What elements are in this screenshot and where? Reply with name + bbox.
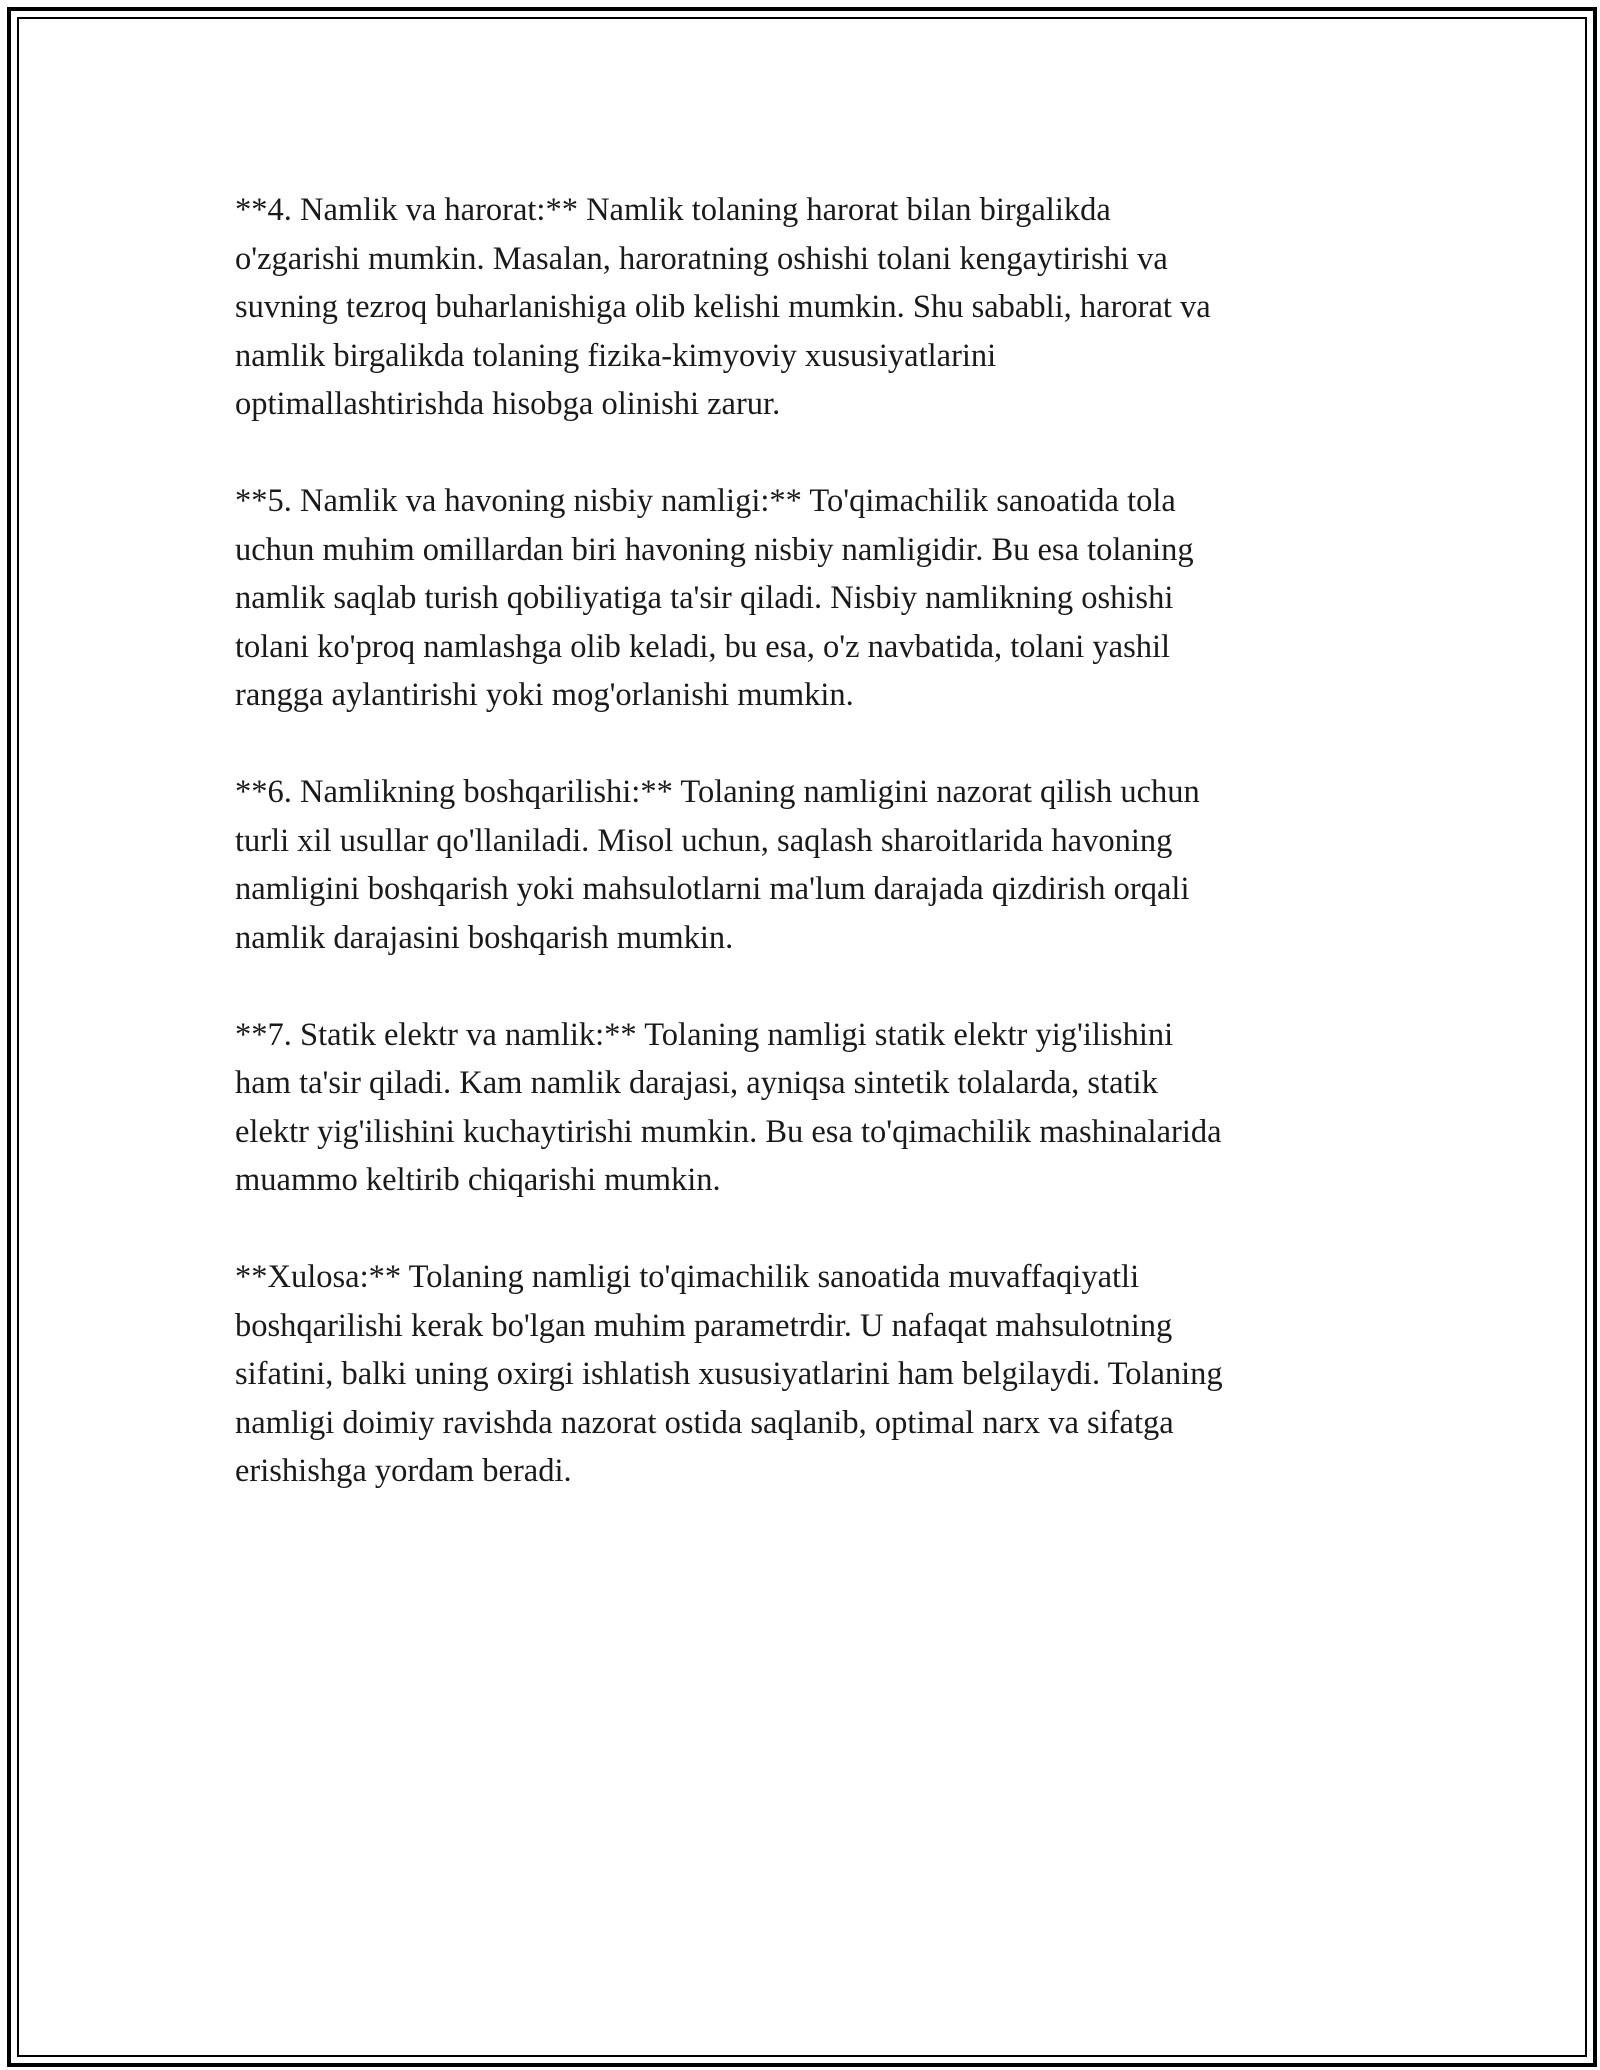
document-body (235, 186, 1365, 1544)
paragraph-conclusion: **Xulosa:** Tolaning namligi to'qimachilik sanoatida muvaffaqiyatli boshqarilishi kerak bo'lgan muhim parametrdir. U nafaqat mahsulotning sifatini, balki uning oxirgi ishlatish xususiyatlarini ham belgilaydi. Tolaning namligi doimiy ravishda nazorat ostida saqlanib, optimal narx va sifatga erishishga yordam beradi. (235, 1259, 1223, 1489)
paragraph-humidity-temperature: **4. Namlik va harorat:** Namlik tolaning harorat bilan birgalikda o'zgarishi mumkin. Masalan, haroratning oshishi tolani kengaytirishi va suvning tezroq buharlanishiga olib kelishi mumkin. Shu sababli, harorat va namlik birgalikda tolaning fizika-kimyoviy xususiyatlarini optimallashtirishda hisobga olinishi zarur. (235, 192, 1211, 422)
paragraph-static-electricity: **7. Statik elektr va namlik:** Tolaning namligi statik elektr yig'ilishini ham ta'sir qiladi. Kam namlik darajasi, ayniqsa sintetik tolalarda, statik elektr yig'ilishini kuchaytirishi mumkin. Bu esa to'qimachilik mashinalarida muammo keltirib chiqarishi mumkin. (235, 1016, 1222, 1198)
paragraph-humidity-control: **6. Namlikning boshqarilishi:** Tolaning namligini nazorat qilish uchun turli xil usullar qo'llaniladi. Misol uchun, saqlash sharoitlarida havoning namligini boshqarish yoki mahsulotlarni ma'lum darajada qizdirish orqali namlik darajasini boshqarish mumkin. (235, 774, 1200, 956)
paragraph-relative-humidity: **5. Namlik va havoning nisbiy namligi:** To'qimachilik sanoatida tola uchun muhim omillardan biri havoning nisbiy namligidir. Bu esa tolaning namlik saqlab turish qobiliyatiga ta'sir qiladi. Nisbiy namlikning oshishi tolani ko'proq namlashga olib keladi, bu esa, o'z navbatida, tolani yashil rangga aylantirishi yoki mog'orlanishi mumkin. (235, 483, 1194, 713)
